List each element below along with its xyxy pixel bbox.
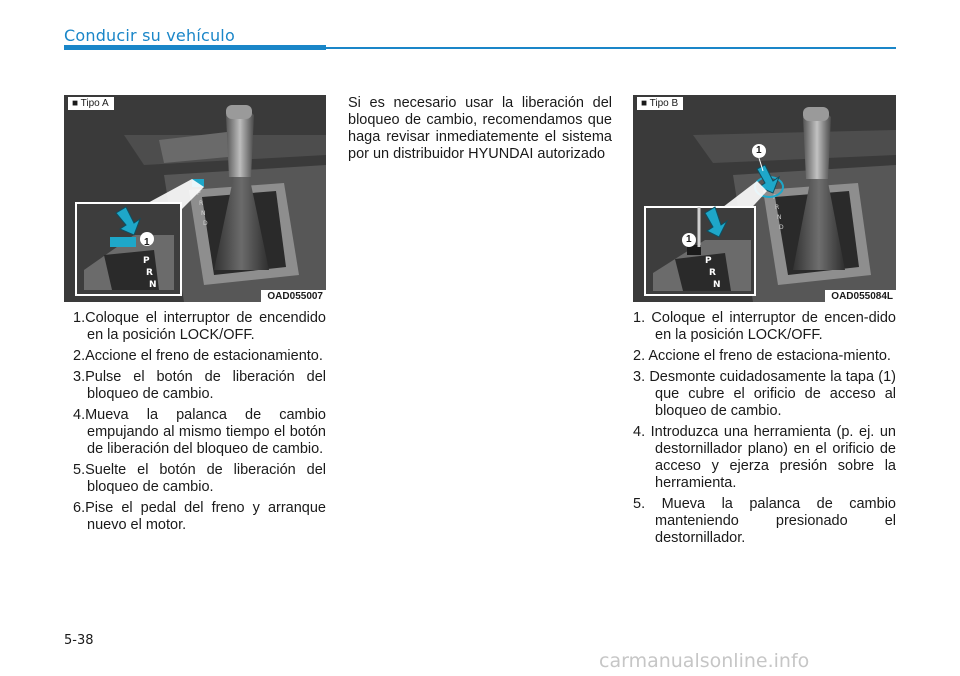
- svg-text:R: R: [709, 268, 716, 278]
- step-a-2: 2.Accione el freno de estacionamiento.: [73, 348, 323, 364]
- svg-text:P: P: [773, 194, 777, 201]
- callout-1-main: 1: [756, 145, 762, 156]
- step-b-5: 5. Mueva la palanca de cambio manteniendo presionado el destornillador.: [633, 496, 896, 546]
- svg-text:P: P: [143, 256, 150, 266]
- svg-text:R: R: [146, 268, 153, 278]
- step-b-3: 3. Desmonte cuidadosamente la tapa (1) que cubre el orificio de acceso al bloqueo de cambio.: [633, 369, 896, 419]
- section-title: Conducir su vehículo: [64, 26, 235, 45]
- figure-a-code: OAD055007: [261, 290, 326, 302]
- figure-b-type-label: ■ Tipo B: [637, 97, 683, 110]
- svg-text:N: N: [777, 214, 782, 221]
- watermark: carmanualsonline.info: [599, 650, 810, 672]
- svg-text:N: N: [149, 280, 157, 290]
- svg-text:N: N: [201, 210, 206, 217]
- svg-text:D: D: [203, 220, 208, 227]
- svg-text:P: P: [197, 190, 201, 197]
- shift-lever-illustration-b: [633, 95, 896, 302]
- callout-1-inset: 1: [686, 234, 692, 245]
- step-a-6: 6.Pise el pedal del freno y arranque nuevo el motor.: [73, 500, 326, 533]
- header-rule-thick: [64, 45, 326, 50]
- figure-type-b: [633, 95, 896, 302]
- steps-type-a: [73, 310, 326, 538]
- callout-1: 1: [144, 237, 150, 248]
- step-a-4: 4.Mueva la palanca de cambio empujando al mismo tiempo el botón de liberación del bloqueo de cambio.: [73, 407, 326, 457]
- step-a-1: 1.Coloque el interruptor de encendido en la posición LOCK/OFF.: [73, 310, 326, 343]
- step-b-2: 2. Accione el freno de estaciona-miento.: [633, 348, 891, 364]
- svg-text:P: P: [705, 256, 712, 266]
- shift-lock-note: Si es necesario usar la liberación del bloqueo de cambio, recomendamos que haga revisar inmediatemente el sistema por un distribuidor HYUNDAI autorizado: [348, 95, 612, 162]
- page-number: 5-38: [64, 633, 94, 648]
- header-rule-thin: [326, 47, 896, 49]
- svg-text:N: N: [713, 280, 721, 290]
- svg-text:D: D: [779, 224, 784, 231]
- step-a-3: 3.Pulse el botón de liberación del bloqueo de cambio.: [73, 369, 326, 402]
- shift-lever-illustration-a: [64, 95, 326, 302]
- svg-text:R: R: [775, 204, 780, 211]
- step-b-4: 4. Introduzca una herramienta (p. ej. un destornillador plano) en el orificio de acceso y ejerza presión sobre la herramienta.: [633, 424, 896, 491]
- steps-type-b: [633, 310, 896, 551]
- step-b-1: 1. Coloque el interruptor de encen-dido en la posición LOCK/OFF.: [633, 310, 896, 343]
- figure-b-code: OAD055084L: [825, 290, 896, 302]
- step-a-5: 5.Suelte el botón de liberación del bloqueo de cambio.: [73, 462, 326, 495]
- svg-text:R: R: [199, 200, 204, 207]
- figure-a-type-label: ■ Tipo A: [68, 97, 114, 110]
- figure-type-a: [64, 95, 326, 302]
